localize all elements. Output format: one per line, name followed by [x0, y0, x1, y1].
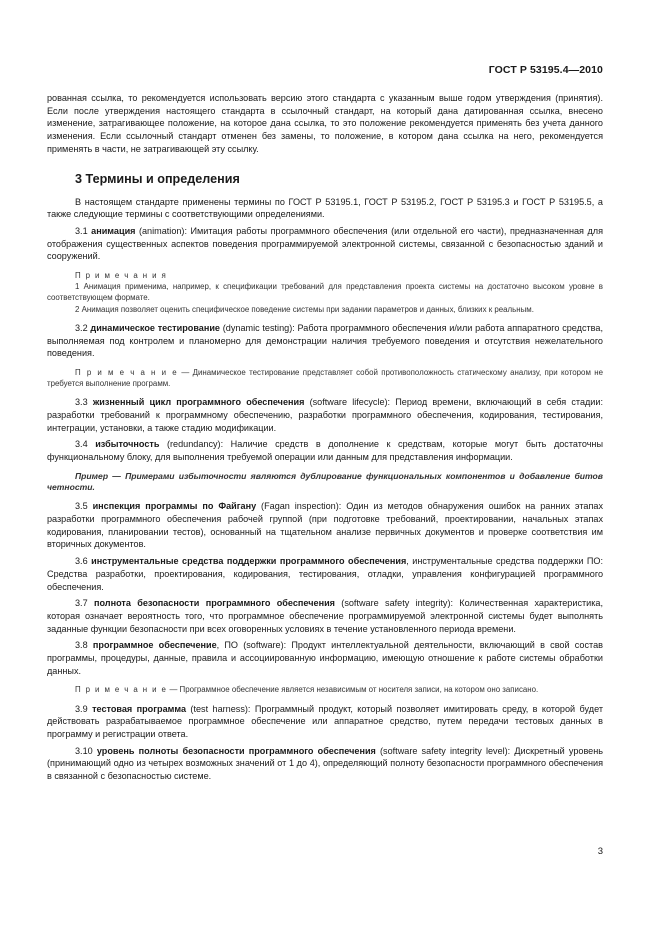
intro-paragraph: рованная ссылка, то рекомендуется использовать версию этого стандарта с указанным выше годом утверждения (принятия). Если после утверждения настоящего стандарта в ссылочный стандарт, на который дана датированная ссылка, внесено изменение, затрагивающее положение, на которое дана ссылка, то это положение рекомендуется применять без учета данного изменения. Если ссылочный стандарт отменен без замены, то положение, в котором дана ссылка на него, рекомендуется применять в части, не затрагивающей эту ссылку.: [47, 93, 603, 154]
term-name: инспекция программы по Файгану: [92, 501, 257, 512]
term-num: 3.9: [75, 703, 88, 714]
page-content: [47, 92, 603, 783]
term-num: 3.3: [75, 397, 88, 408]
term-definition: (test harness): Программный продукт, который позволяет имитировать среду, в которой будет действовать разрабатываемое программное обеспечение или аппаратное средство, путем передачи тестовых данных в программу и регистрации ответа.: [47, 703, 603, 740]
term-num: 3.5: [75, 501, 88, 512]
term-definition: , инструментальные средства поддержки ПО: Средства разработки, проектирования, кодирования, тестирования, отладки, управления конфигурацией программного обеспечения.: [47, 556, 604, 592]
term-name: полнота безопасности программного обеспечения: [93, 598, 335, 609]
note-2: 2 Анимация позволяет оценить специфическое поведение системы при задании параметров и данных, близких к реальным.: [75, 304, 534, 314]
note-1: 1 Анимация применима, например, к спецификации требований для представления проекта системы на достаточно высоком уровне в соответствующем формате.: [47, 282, 603, 303]
term-name: программное обеспечение: [92, 640, 217, 651]
term-3-8: [47, 639, 603, 677]
term-definition: (software safety integrity): Количественная характеристика, которая означает вероятность того, что программное обеспечение программируемой электронной системы будет выполнять заданные функции безопасности при всех оговоренных условиях в течение установленного периода времени.: [47, 598, 603, 634]
term-3-5: [47, 500, 603, 551]
section-title: 3 Термины и определения: [75, 171, 240, 186]
term-name: динамическое тестирование: [90, 322, 220, 333]
note-3-8: П р и м е ч а н и е — Программное обеспечение является независимым от носителя записи, на котором оно записано.: [75, 685, 539, 695]
term-3-4: [47, 438, 603, 463]
term-num: 3.10: [75, 745, 93, 756]
term-definition: , ПО (software): Продукт интеллектуальной деятельности, включающий в свой состав программы, процедуры, данные, правила и ассоциированную информацию, имеющую отношение к работе системы обработки данных.: [47, 640, 603, 676]
term-definition: (dynamic testing): Работа программного обеспечения и/или работа аппаратного средства, выполняемая под контролем и планомерно для демонстрации наличия требуемого поведения и отсутствия нежелательного поведения.: [47, 322, 603, 359]
page-number: 3: [597, 846, 603, 857]
term-definition: (software lifecycle): Период времени, включающий в себя стадии: разработки требований к программному обеспечению, разработки программного обеспечения, кодирования, тестирования, интеграции, установки, а также стадию модификации.: [47, 397, 603, 433]
example-3-4: Пример — Примерами избыточности являются дублирование функциональных компонентов и добавление битов четности.: [47, 470, 603, 493]
term-definition: (animation): Имитация работы программного обеспечения (или отдельной его части), предназначенная для отображения существенных аспектов поведения программируемой электронной системы, связанной с безопасностью зданий и сооружений.: [47, 225, 603, 262]
term-definition: (redundancy): Наличие средств в дополнение к средствам, которые могут быть достаточны функциональному блоку, для выполнения требуемой операции или данным для представления информации.: [47, 439, 603, 463]
term-definition: (software safety integrity level): Дискретный уровень (принимающий одно из четырех возможных значений от 1 до 4), определяющий полноту безопасности программного обеспечения в связанной с безопасностью системе.: [47, 745, 603, 782]
term-3-10: [47, 745, 603, 783]
term-num: 3.7: [75, 598, 88, 609]
term-3-3: [47, 396, 603, 434]
section-lead: В настоящем стандарте применены термины по ГОСТ Р 53195.1, ГОСТ Р 53195.2, ГОСТ Р 53195.3 и ГОСТ Р 53195.5, а также следующие термины с соответствующими определениями.: [47, 196, 603, 220]
term-name: жизненный цикл программного обеспечения: [92, 397, 305, 408]
term-name: избыточность: [95, 439, 160, 450]
term-num: 3.8: [75, 640, 88, 651]
term-name: уровень полноты безопасности программного обеспечения: [96, 745, 376, 756]
term-num: 3.4: [75, 439, 88, 450]
term-3-2: [47, 322, 603, 360]
term-name: анимация: [91, 225, 136, 236]
document-code: ГОСТ Р 53195.4—2010: [488, 64, 603, 76]
term-3-1: [47, 225, 603, 263]
note-3-2: П р и м е ч а н и е — Динамическое тестирование представляет собой противоположность статическому анализу, при котором не требуется выполнение программ.: [47, 367, 603, 389]
term-3-9: [47, 703, 603, 741]
term-definition: (Fagan inspection): Один из методов обнаружения ошибок на ранних этапах разработки программного обеспечения рабочей группой (при подготовке требований, проектировании, начальных этапах кодирования, планировании тестов), основанный на тщательном анализе первичных документов и проверке соответствия им вторичных документов.: [47, 501, 604, 550]
notes-heading: П р и м е ч а н и я: [75, 271, 168, 281]
term-3-6: [47, 555, 603, 593]
term-num: 3.6: [75, 556, 88, 567]
term-name: тестовая программа: [92, 703, 187, 714]
term-3-7: [47, 597, 603, 635]
term-num: 3.2: [75, 322, 88, 333]
term-name: инструментальные средства поддержки программного обеспечения: [91, 556, 407, 567]
term-num: 3.1: [75, 225, 88, 236]
